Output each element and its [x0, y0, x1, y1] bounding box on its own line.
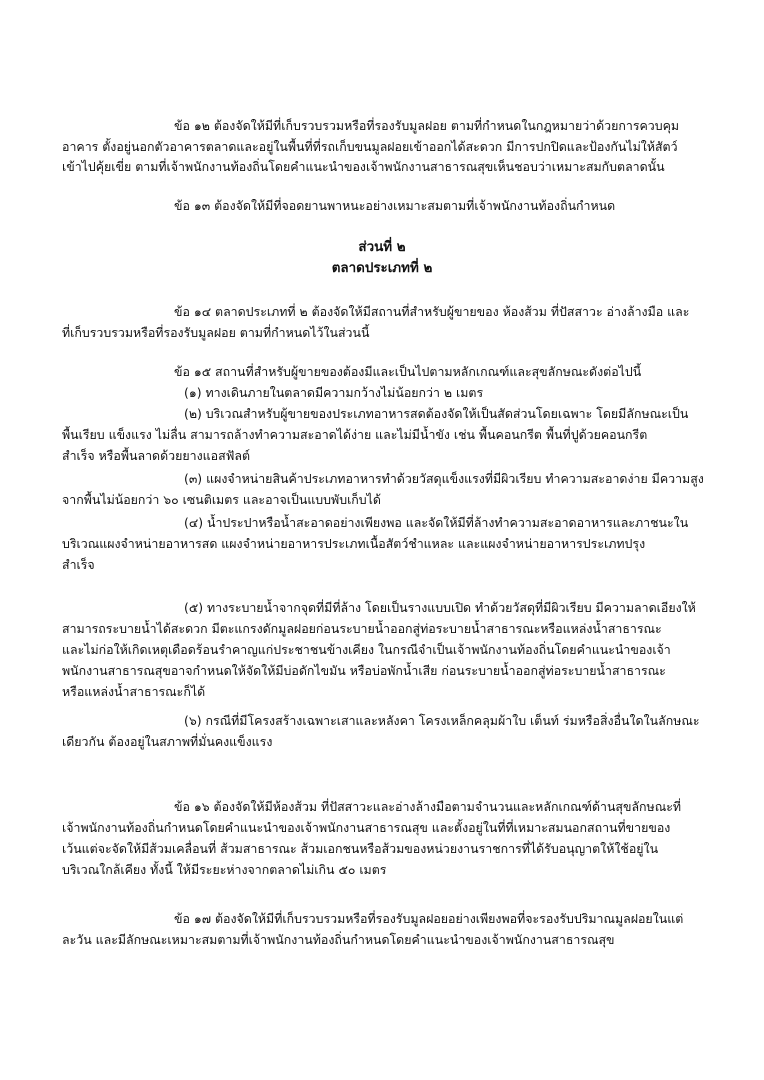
article-17-line-1: ข้อ ๑๗ ต้องจัดให้มีที่เก็บรวบรวมหรือที่รองรับมูลฝอยอย่างเพียงพอที่จะรองรับปริมาณมูลฝอยในแต่	[174, 911, 684, 926]
article-15-item-4-line-1: (๔) น้ำประปาหรือน้ำสะอาดอย่างเพียงพอ และจัดให้มีที่ล้างทำความสะอาดอาหารและภาชนะใน	[184, 515, 689, 530]
part-2-title: ส่วนที่ ๒	[358, 240, 406, 255]
article-15-item-2-line-3: สำเร็จ หรือพื้นลาดด้วยยางแอสฟัลต์	[62, 448, 251, 463]
article-15-item-5-line-5: หรือแหล่งน้ำสาธารณะก็ได้	[62, 684, 206, 699]
article-14-line-2: ที่เก็บรวบรวมหรือที่รองรับมูลฝอย ตามที่กำหนดไว้ในส่วนนี้	[62, 325, 370, 340]
article-13-line-1: ข้อ ๑๓ ต้องจัดให้มีที่จอดยานพาหนะอย่างเหมาะสมตามที่เจ้าพนักงานท้องถิ่นกำหนด	[174, 198, 616, 213]
article-14-line-1: ข้อ ๑๔ ตลาดประเภทที่ ๒ ต้องจัดให้มีสถานที่สำหรับผู้ขายของ ห้องส้วม ที่ปัสสาวะ อ่างล้างมือ และ	[174, 304, 690, 319]
article-17-line-2: ละวัน และมีลักษณะเหมาะสมตามที่เจ้าพนักงานท้องถิ่นกำหนดโดยคำแนะนำของเจ้าพนักงานสาธารณสุข	[62, 932, 615, 947]
article-15-item-3-line-2: จากพื้นไม่น้อยกว่า ๖๐ เซนติเมตร และอาจเป็นแบบพับเก็บได้	[62, 492, 381, 507]
article-15-item-6-line-1: (๖) กรณีที่มีโครงสร้างเฉพาะเสาและหลังคา โครงเหล็กคลุมผ้าใบ เต็นท์ ร่มหรือสิ่งอื่นใดในลักษณะ	[184, 713, 700, 728]
article-15-item-4-line-3: สำเร็จ	[62, 557, 95, 572]
article-15-line-1: ข้อ ๑๕ สถานที่สำหรับผู้ขายของต้องมีและเป็นไปตามหลักเกณฑ์และสุขลักษณะดังต่อไปนี้	[174, 364, 642, 379]
article-15-item-1: (๑) ทางเดินภายในตลาดมีความกว้างไม่น้อยกว่า ๒ เมตร	[184, 385, 484, 400]
article-16-line-2: เจ้าพนักงานท้องถิ่นกำหนดโดยคำแนะนำของเจ้าพนักงานสาธารณสุข และตั้งอยู่ในที่ที่เหมาะสมนอกสถานที่ขายของ	[62, 820, 671, 835]
article-12-line-2: อาคาร ตั้งอยู่นอกตัวอาคารตลาดและอยู่ในพื้นที่ที่รถเก็บขนมูลฝอยเข้าออกได้สะดวก มีการปกปิดและป้องกันไม่ให้สัตว์	[62, 139, 678, 154]
article-15-item-5-line-4: พนักงานสาธารณสุขอาจกำหนดให้จัดให้มีบ่อดักไขมัน หรือบ่อพักน้ำเสีย ก่อนระบายน้ำออกสู่ท่อระบายน้ำสาธารณะ	[62, 663, 666, 678]
article-15-item-2-line-1: (๒) บริเวณสำหรับผู้ขายของประเภทอาหารสดต้องจัดให้เป็นสัดส่วนโดยเฉพาะ โดยมีลักษณะเป็น	[184, 406, 689, 421]
article-16-line-3: เว้นแต่จะจัดให้มีส้วมเคลื่อนที่ ส้วมสาธารณะ ส้วมเอกชนหรือส้วมของหน่วยงานราชการที่ได้รับอนุญาตให้ใช้อยู่ใน	[62, 841, 659, 856]
article-15-item-5-line-1: (๕) ทางระบายน้ำจากจุดที่มีที่ล้าง โดยเป็นรางแบบเปิด ทำด้วยวัสดุที่มีผิวเรียบ มีความลาดเอียงให้	[184, 600, 696, 615]
article-15-item-4-line-2: บริเวณแผงจำหน่ายอาหารสด แผงจำหน่ายอาหารประเภทเนื้อสัตว์ชำแหละ และแผงจำหน่ายอาหารประเภทปรุง	[62, 536, 646, 551]
article-15-item-6-line-2: เดียวกัน ต้องอยู่ในสภาพที่มั่นคงแข็งแรง	[62, 734, 273, 749]
market-type-2-title: ตลาดประเภทที่ ๒	[331, 261, 433, 276]
article-15-item-5-line-2: สามารถระบายน้ำได้สะดวก มีตะแกรงดักมูลฝอยก่อนระบายน้ำออกสู่ท่อระบายน้ำสาธารณะหรือแหล่งน้ำสาธารณะ	[62, 621, 662, 636]
article-15-item-5-line-3: และไม่ก่อให้เกิดเหตุเดือดร้อนรำคาญแก่ประชาชนข้างเคียง ในกรณีจำเป็นเจ้าพนักงานท้องถิ่นโดยคำแนะนำของเจ้า	[62, 642, 671, 657]
article-16-line-1: ข้อ ๑๖ ต้องจัดให้มีห้องส้วม ที่ปัสสาวะและอ่างล้างมือตามจำนวนและหลักเกณฑ์ด้านสุขลักษณะที่	[174, 799, 682, 814]
article-15-item-2-line-2: พื้นเรียบ แข็งแรง ไม่ลื่น สามารถล้างทำความสะอาดได้ง่าย และไม่มีน้ำขัง เช่น พื้นคอนกรีต พื้นที่ปูด้วยคอนกรีต	[62, 427, 648, 442]
article-16-line-4: บริเวณใกล้เคียง ทั้งนี้ ให้มีระยะห่างจากตลาดไม่เกิน ๕๐ เมตร	[62, 862, 387, 877]
article-12-line-3: เข้าไปคุ้ยเขี่ย ตามที่เจ้าพนักงานท้องถิ่นโดยคำแนะนำของเจ้าพนักงานสาธารณสุขเห็นชอบว่าเหมาะสมกับตลาดนั้น	[62, 159, 665, 174]
article-12-line-1: ข้อ ๑๒ ต้องจัดให้มีที่เก็บรวบรวมหรือที่รองรับมูลฝอย ตามที่กำหนดในกฎหมายว่าด้วยการควบคุม	[174, 118, 680, 133]
article-15-item-3-line-1: (๓) แผงจำหน่ายสินค้าประเภทอาหารทำด้วยวัสดุแข็งแรงที่มีผิวเรียบ ทำความสะอาดง่าย มีความสูง	[184, 471, 704, 486]
